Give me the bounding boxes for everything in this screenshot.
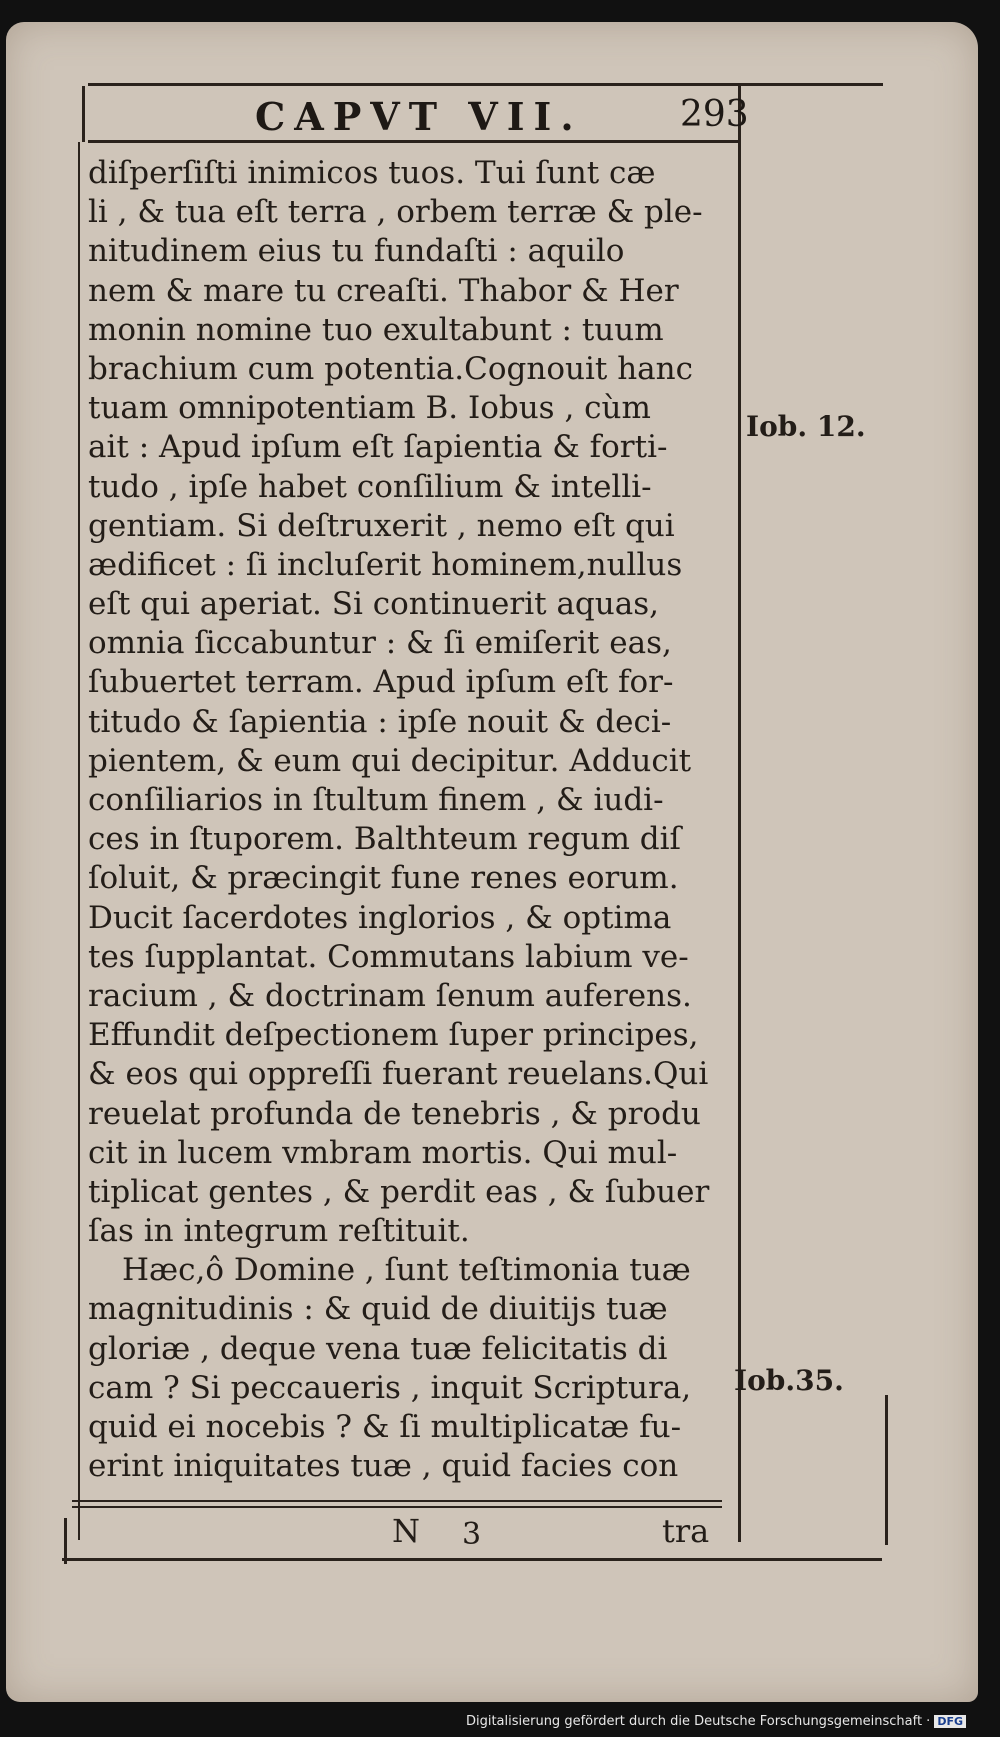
text-line: monin nomine tuo exultabunt : tuum xyxy=(88,311,664,348)
left-border-rule xyxy=(82,86,85,142)
text-line: erint iniquitates tuæ , quid facies con xyxy=(88,1448,679,1485)
text-line: nem & mare tu creaſti. Thabor & Her xyxy=(88,272,679,309)
text-line: tes ſupplantat. Commutans labium ve- xyxy=(88,938,689,975)
text-line: Effundit deſpectionem ſuper principes, xyxy=(88,1017,699,1054)
catchword: tra xyxy=(662,1512,710,1550)
text-line: ſubuertet terram. Apud ipſum eſt for- xyxy=(88,664,674,701)
paragraph-first-line: Hæc,ô Domine , ſunt teſtimonia tuæ xyxy=(122,1252,691,1289)
text-line: diſperſiſti inimicos tuos. Tui ſunt cæ xyxy=(88,155,656,191)
text-line: quid ei nocebis ? & ſi multiplicatæ fu- xyxy=(88,1409,682,1445)
text-line: conſiliarios in ſtultum finem , & iudi- xyxy=(88,782,664,818)
signature-mark: N xyxy=(392,1512,420,1550)
text-line: tuam omnipotentiam B. Iobus , cùm xyxy=(88,390,651,427)
text-line: titudo & ſapientia : ipſe nouit & deci- xyxy=(88,703,672,740)
body-text xyxy=(88,154,728,1486)
text-line: nitudinem eius tu fundaſti : aquilo xyxy=(88,233,625,270)
text-line: gentiam. Si deſtruxerit , nemo eſt qui xyxy=(88,507,675,544)
left-text-border xyxy=(78,142,80,1540)
text-line: eſt qui aperiat. Si continuerit aquas, xyxy=(88,586,659,623)
text-line: gloriæ , deque vena tuæ felicitatis di xyxy=(88,1330,668,1367)
text-line: & eos qui oppreſſi fuerant reuelans.Qui xyxy=(88,1056,709,1093)
text-line: racium , & doctrinam ſenum auferens. xyxy=(88,977,692,1014)
chapter-heading: CAPVT VII. xyxy=(255,94,583,139)
text-line: reuelat profunda de tenebris , & produ xyxy=(88,1095,701,1132)
text-line: tudo , ipſe habet conſilium & intelli- xyxy=(88,468,652,505)
margin-note-iob-12: Iob. 12. xyxy=(746,410,866,443)
text-line: omnia ſiccabuntur : & ſi emiſerit eas, xyxy=(88,625,672,662)
text-line: cit in lucem vmbram mortis. Qui mul- xyxy=(88,1134,678,1171)
text-line: brachium cum potentia.Cognouit hanc xyxy=(88,350,693,387)
text-line: ædificet : ſi incluſerit hominem,nullus xyxy=(88,546,683,583)
text-line: ces in ſtuporem. Balthteum regum diſ xyxy=(88,821,681,858)
header-bottom-rule xyxy=(88,140,738,143)
left-bottom-rule xyxy=(64,1518,67,1564)
margin-note-iob-35: Iob.35. xyxy=(734,1364,844,1397)
text-line: tiplicat gentes , & perdit eas , & ſubuer xyxy=(88,1173,710,1210)
outer-right-rule xyxy=(885,1395,888,1545)
text-line: ait : Apud ipſum eſt ſapientia & forti- xyxy=(88,429,668,466)
text-line: ſas in integrum reſtituit. xyxy=(88,1213,470,1250)
text-line: magnitudinis : & quid de diuitijs tuæ xyxy=(88,1291,668,1328)
page-number: 293 xyxy=(680,94,749,135)
text-line: li , & tua eſt terra , orbem terræ & ple- xyxy=(88,194,703,231)
text-line: Ducit ſacerdotes ingloriοs , & optima xyxy=(88,899,672,936)
right-column-rule xyxy=(738,86,741,1542)
footer-rule-upper xyxy=(72,1500,722,1502)
text-line: ſoluit, & præcingit fune renes eorum. xyxy=(88,860,679,897)
footer-rule-lower xyxy=(72,1506,722,1508)
digitization-credit xyxy=(466,1714,966,1729)
credit-text: Digitalisierung gefördert durch die Deutsche Forschungsgemeinschaft · xyxy=(465,1714,931,1729)
bottom-rule xyxy=(62,1558,882,1561)
header-top-rule xyxy=(88,83,883,86)
dfg-logo: DFG xyxy=(934,1715,966,1728)
text-line: cam ? Si peccaueris , inquit Scriptura, xyxy=(88,1369,692,1406)
text-line: pientem, & eum qui decipitur. Adducit xyxy=(88,742,692,779)
signature-number: 3 xyxy=(462,1517,482,1552)
